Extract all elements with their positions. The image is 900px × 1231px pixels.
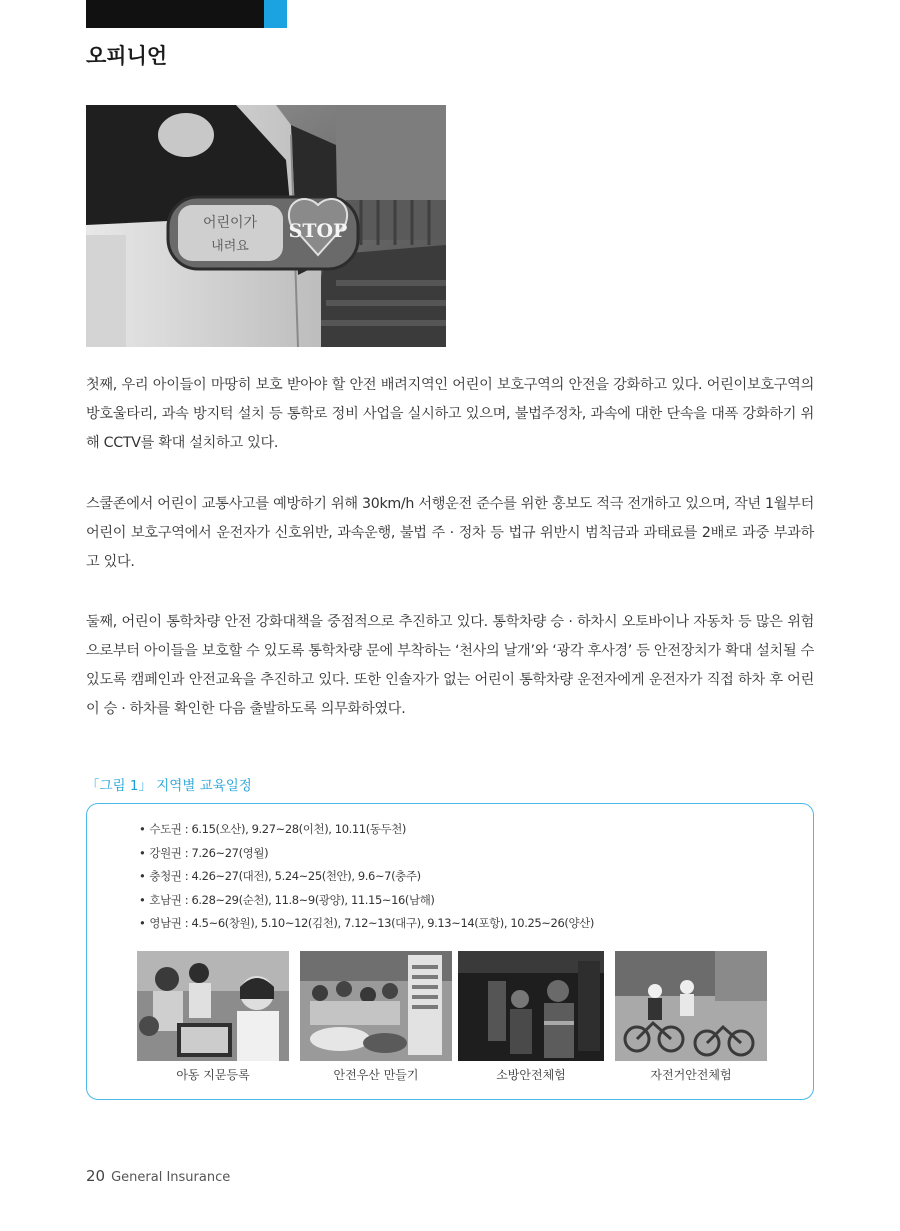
header-bar-accent bbox=[264, 0, 287, 28]
thumb-label: 안전우산 만들기 bbox=[333, 1068, 419, 1082]
thumb-label: 자전거안전체험 bbox=[650, 1068, 732, 1082]
thumb-label: 소방안전체험 bbox=[496, 1068, 566, 1082]
publication-name: General Insurance bbox=[111, 1170, 231, 1185]
thumb-photo-umbrella bbox=[300, 951, 452, 1061]
schedule-item-yeongnam: • 영남권 : 4.5~6(창원), 5.10~12(김천), 7.12~13(대구), 9.13~14(포항), 10.25~26(양산) bbox=[139, 912, 594, 936]
thumb-photo-fingerprint bbox=[137, 951, 289, 1061]
page-footer bbox=[86, 1167, 230, 1185]
paragraph-1: 첫째, 우리 아이들이 마땅히 보호 받아야 할 안전 배려지역인 어린이 보호구역의 안전을 강화하고 있다. 어린이보호구역의 방호울타리, 과속 방지턱 설치 등 통학로 정비 사업을 실시하고 있으며, 불법주정차, 과속에 대한 단속을 대폭 강화하기 위해 CCTV를 확대 설치하고 있다. bbox=[86, 377, 814, 451]
header-bar bbox=[86, 0, 264, 28]
thumb-photo-bicycle bbox=[615, 951, 767, 1061]
section-title: 오피니언 bbox=[86, 44, 168, 68]
paragraph-2: 스쿨존에서 어린이 교통사고를 예방하기 위해 30km/h 서행운전 준수를 위한 홍보도 적극 전개하고 있으며, 작년 1월부터 어린이 보호구역에서 운전자가 신호위반, 과속운행, 불법 주 · 정차 등 법규 위반시 범칙금과 과태료를 2배로 과중 부과하고 있다. bbox=[86, 496, 814, 570]
schedule-item-gangwon: • 강원권 : 7.26~27(영월) bbox=[139, 842, 594, 866]
schedule-item-honam: • 호남권 : 6.28~29(순천), 11.8~9(광양), 11.15~16(남해) bbox=[139, 889, 594, 913]
figure-caption: 「그림 1」 지역별 교육일정 bbox=[86, 778, 252, 794]
hero-photo bbox=[86, 105, 446, 347]
sign-text-line1: 어린이가 bbox=[202, 215, 258, 231]
page-number: 20 bbox=[86, 1167, 106, 1185]
figure-box bbox=[86, 803, 814, 1100]
paragraph-3: 둘째, 어린이 통학차량 안전 강화대책을 중점적으로 추진하고 있다. 통학차량 승 · 하차시 오토바이나 자동차 등 많은 위험으로부터 아이들을 보호할 수 있도록 통학차량 문에 부착하는 ‘천사의 날개’와 ‘광각 후사경’ 등 안전장치가 확대 설치될 수 있도록 캠페인과 안전교육을 추진하고 있다. 또한 인솔자가 없는 어린이 통학차량 운전자에게 운전자가 직접 하차 후 어린이 승 · 하차를 확인한 다음 출발하도록 의무화하였다. bbox=[86, 614, 814, 717]
stop-sign-text: STOP bbox=[288, 220, 348, 242]
schedule-item-sudogwon: • 수도권 : 6.15(오산), 9.27~28(이천), 10.11(동두천) bbox=[139, 818, 594, 842]
sign-text-line2: 내려요 bbox=[211, 239, 249, 254]
thumb-photo-fire-safety bbox=[458, 951, 610, 1061]
schedule-list bbox=[139, 818, 594, 936]
schedule-item-chungcheong: • 충청권 : 4.26~27(대전), 5.24~25(천안), 9.6~7(충주) bbox=[139, 865, 594, 889]
thumb-label: 아동 지문등록 bbox=[176, 1068, 250, 1082]
